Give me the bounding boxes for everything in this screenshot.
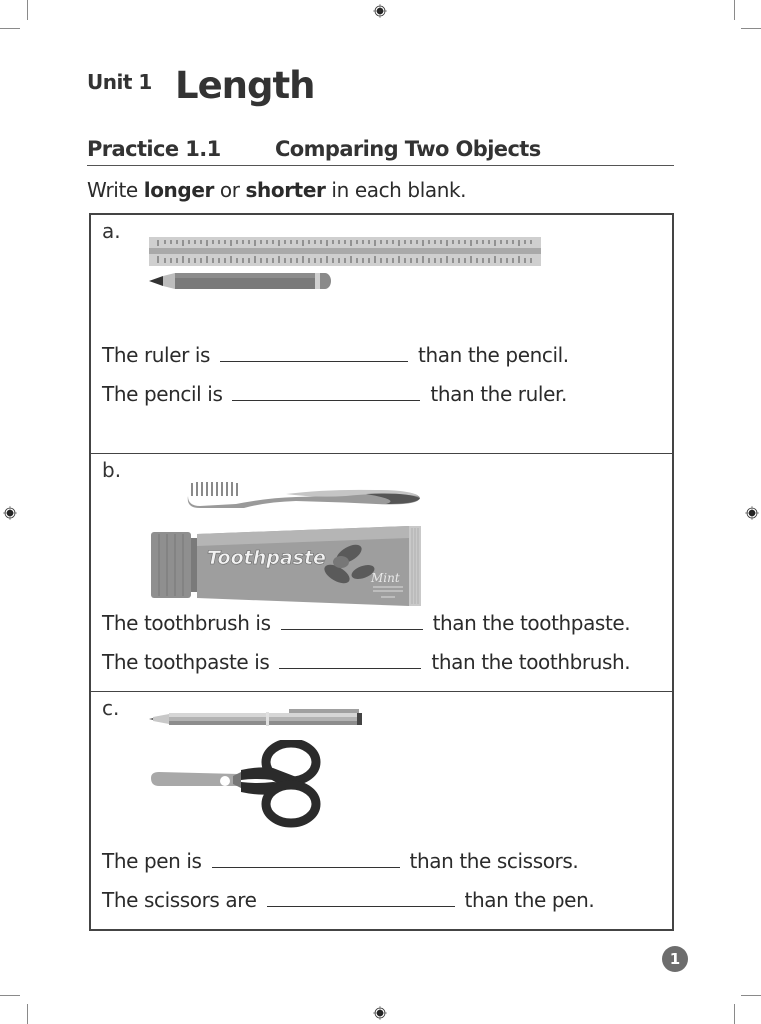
answer-blank-c2[interactable] — [267, 888, 455, 907]
pen-image — [149, 708, 369, 730]
sentence-end: than the toothbrush. — [431, 650, 631, 674]
crop-mark — [27, 0, 28, 20]
ruler-image — [149, 237, 543, 267]
sentence-c1 — [102, 849, 578, 873]
answer-blank-c1[interactable] — [212, 849, 400, 868]
answer-blank-b2[interactable] — [279, 650, 421, 669]
crop-mark — [734, 0, 735, 20]
registration-mark-icon — [3, 506, 17, 520]
section-a — [91, 215, 672, 454]
section-label: b. — [102, 458, 122, 482]
sentence-b1 — [102, 611, 630, 635]
toothbrush-image — [186, 480, 422, 510]
crop-mark — [734, 1004, 735, 1024]
sentence-a2 — [102, 382, 567, 406]
unit-label: Unit 1 — [87, 70, 152, 94]
instruction-middle: or — [213, 178, 246, 202]
answer-blank-b1[interactable] — [281, 611, 423, 630]
section-b — [91, 454, 672, 692]
section-c — [91, 692, 672, 929]
registration-mark-icon — [745, 506, 759, 520]
registration-mark-icon — [373, 4, 387, 18]
sentence-c2 — [102, 888, 594, 912]
sentence-end: than the scissors. — [409, 849, 579, 873]
sentence-start: The pen is — [102, 849, 202, 873]
unit-title: Length — [175, 64, 315, 107]
sentence-start: The ruler is — [102, 343, 211, 367]
toothpaste-brand-text: Toothpaste — [207, 547, 326, 569]
instruction-suffix: in each blank. — [325, 178, 467, 202]
sentence-start: The pencil is — [102, 382, 223, 406]
practice-heading — [87, 137, 674, 166]
page-number-badge: 1 — [662, 946, 688, 972]
crop-mark — [0, 995, 20, 996]
crop-mark — [27, 1004, 28, 1024]
registration-mark-icon — [373, 1006, 387, 1020]
instruction-word-longer: longer — [143, 178, 214, 202]
sentence-end: than the pen. — [464, 888, 595, 912]
crop-mark — [0, 28, 20, 29]
instruction-word-shorter: shorter — [245, 178, 326, 202]
answer-blank-a2[interactable] — [232, 382, 420, 401]
section-label: a. — [102, 219, 121, 243]
sentence-a1 — [102, 343, 569, 367]
instruction-prefix: Write — [87, 178, 144, 202]
sentence-start: The toothbrush is — [102, 611, 271, 635]
sentence-b2 — [102, 650, 630, 674]
answer-blank-a1[interactable] — [220, 343, 408, 362]
sentence-end: than the pencil. — [418, 343, 569, 367]
sentence-start: The scissors are — [102, 888, 257, 912]
section-label: c. — [102, 696, 120, 720]
exercise-box — [89, 213, 674, 931]
sentence-end: than the ruler. — [430, 382, 567, 406]
toothpaste-image — [149, 524, 424, 608]
instruction — [87, 178, 466, 202]
practice-number: Practice 1.1 — [87, 137, 221, 161]
crop-mark — [741, 995, 761, 996]
pencil-image — [149, 272, 333, 290]
practice-title: Comparing Two Objects — [275, 137, 541, 161]
sentence-start: The toothpaste is — [102, 650, 270, 674]
toothpaste-flavor-text: Mint — [371, 571, 400, 585]
scissors-image — [149, 740, 324, 828]
crop-mark — [741, 28, 761, 29]
sentence-end: than the toothpaste. — [432, 611, 631, 635]
